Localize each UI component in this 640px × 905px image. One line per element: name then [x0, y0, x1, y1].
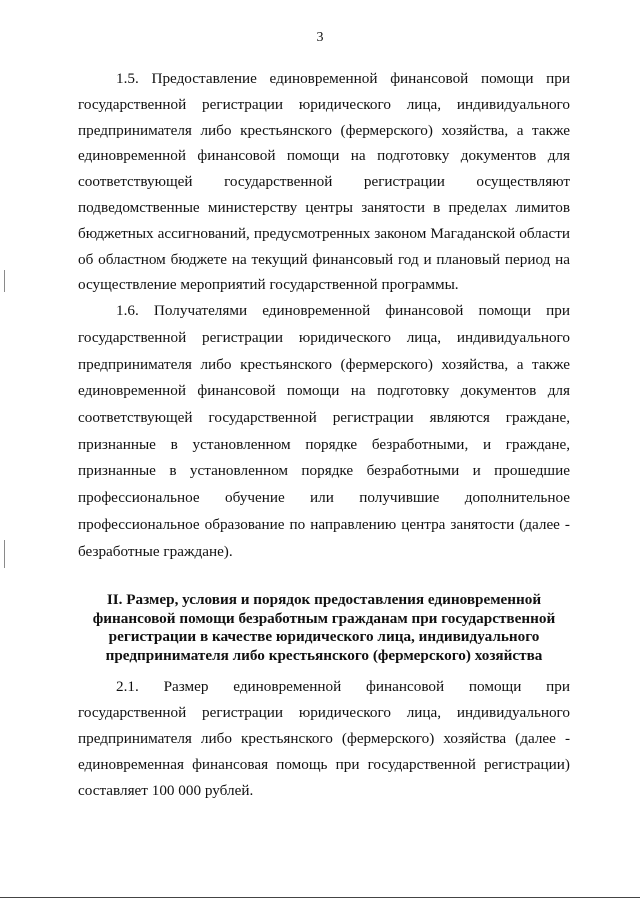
page-number: 3: [316, 30, 324, 45]
section-heading: II. Размер, условия и порядок предоставления единовременной финансовой помощи безработным гражданам при государственной регистрации в качестве юридического лица, индивидуального предпринимателя либо крестьянского (фермерского) хозяйства: [92, 591, 556, 664]
scan-bottom-edge: [0, 897, 640, 898]
document-body: [78, 66, 570, 804]
paragraph-2-1: 2.1. Размер единовременной финансовой помощи при государственной регистрации юридического лица, индивидуального предпринимателя либо крестьянского (фермерского) хозяйства (далее - единовременная финансовая помощь при государственной регистрации) составляет 100 000 рублей.: [78, 677, 570, 799]
paragraph-1-6: 1.6. Получателями единовременной финансовой помощи при государственной регистрации юридического лица, индивидуального предпринимателя либо крестьянского (фермерского) хозяйства, а также единовременной финансовой помощи на подготовку документов для соответствующей государственной регистрации являются граждане, признанные в установленном порядке безработными, и граждане, признанные в установленном порядке безработными и прошедшие профессиональное обучение или получившие дополнительное профессиональное образование по направлению центра занятости (далее - безработные граждане).: [78, 302, 570, 560]
scan-edge-mark: [4, 540, 5, 568]
scan-edge-mark: [4, 270, 5, 292]
paragraph-1-5: 1.5. Предоставление единовременной финансовой помощи при государственной регистрации юридического лица, индивидуального предпринимателя либо крестьянского (фермерского) хозяйства, а также единовременной финансовой помощи на подготовку документов для соответствующей государственной регистрации осуществляют подведомственные министерству центры занятости в пределах лимитов бюджетных ассигнований, предусмотренных законом Магаданской области об областном бюджете на текущий финансовый год и плановый период на осуществление мероприятий государственной программы.: [78, 70, 570, 294]
